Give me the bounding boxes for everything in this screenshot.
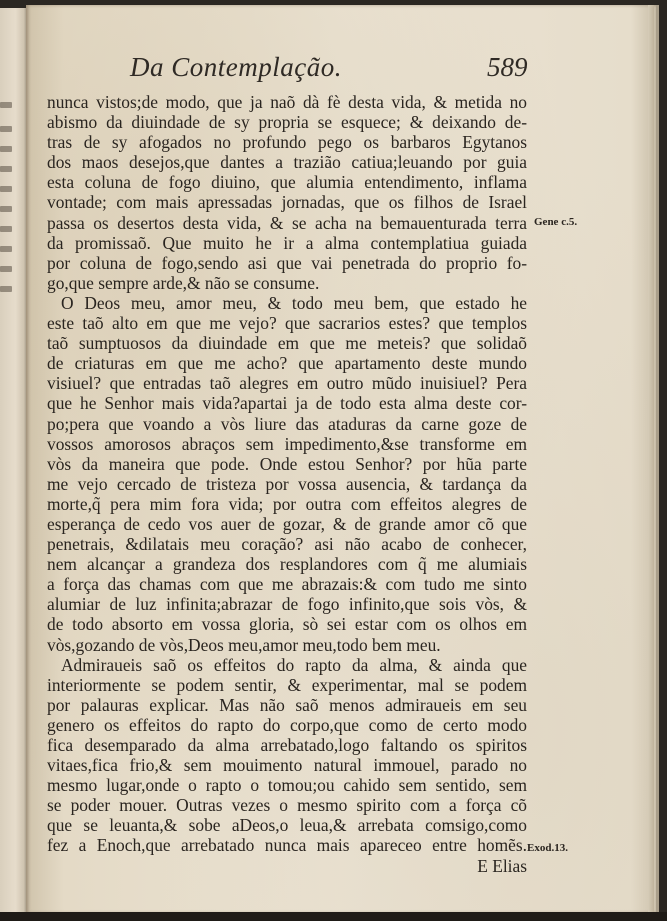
text-line: vossos amorosos abraços sem impedimento,&se transforme em [47, 433, 527, 454]
text-line: dos maos desejos,que dantes a trazião catiua;leuando por guia [47, 152, 527, 173]
text-line: go,que sempre arde,& não se consume. [47, 272, 320, 293]
text-line: a força das chamas com que me abrazais:& com tudo me sinto [47, 574, 527, 595]
background-shadow [0, 912, 667, 921]
text-line: de criaturas em que me acho? que apartamento deste mundo [47, 353, 527, 374]
text-line: penetrais, &dilatais meu coração? asi não acabo de conhecer, [47, 534, 527, 555]
text-line: interiormente se podem sentir, & experimentar, mal se podem [47, 674, 527, 695]
text-line: este taõ alto em que me vejo? que sacrarios estes? que templos [47, 313, 527, 334]
text-line: fez a Enoch,que arrebatado nunca mais apareceo entre homẽs. [47, 835, 527, 856]
text-line: O Deos meu, amor meu, & todo meu bem, que estado he [61, 292, 527, 313]
text-line: abismo da diuindade de sy propria se esquece; & deixando de- [47, 112, 527, 133]
text-line: Admiraueis saõ os effeitos do rapto da alma, & ainda que [61, 654, 527, 675]
text-line: vontade; com mais apressadas jornadas, que os filhos de Israel [47, 192, 527, 213]
running-head: Da Contemplação. [130, 52, 342, 82]
text-line: mesmo lugar,onde o rapto o tomou;ou cahido sem sentido, sem [47, 775, 527, 796]
text-line: alumiar de luz infinita;abrazar de fogo infinito,que sois vòs, & [47, 594, 527, 615]
text-line: de todo absorto em vossa gloria, sò sei estar com os olhos em [47, 614, 527, 635]
text-line: da promissaõ. Que muito he ir a alma contemplatiua guiada [47, 232, 527, 253]
catchword: E Elias [477, 855, 527, 876]
margin-note-genesis: Gene c.5. [534, 216, 578, 228]
text-line: morte,q̃ pera mim fora vida; por outra com effeitos alegres de [47, 493, 527, 514]
text-line: visiuel? que entradas taõ alegres em outro mũdo inuisiuel? Pera [47, 373, 527, 394]
text-line: vitaes,fica frio,& sem mouimento natural immouel, parado no [47, 755, 527, 776]
body-text [47, 92, 527, 876]
text-line: esperança de cedo vos auer de gozar, & de grande amor cõ que [47, 513, 527, 534]
text-line: se poder mouer. Outras vezes o mesmo spirito com a força cõ [47, 795, 527, 816]
text-line: que se leuanta,& sobe aDeos,o leua,& arrebata comsigo,como [47, 815, 527, 836]
text-line: esta coluna de fogo diuino, que alumia entendimento, inflama [47, 172, 527, 193]
text-line: por coluna de fogo,sendo asi que vai penetrada do proprio fo- [47, 252, 527, 273]
text-line: passa os desertos desta vida, & se acha na bemauenturada terra [47, 212, 527, 233]
text-line: nem alcançar a grandeza dos resplandores com q̃ me alumiais [47, 554, 527, 575]
text-line: fica desemparado da alma arrebatado,logo faltando os spiritos [47, 735, 527, 755]
text-line: genero os effeitos do rapto do corpo,que como de certo modo [47, 714, 527, 735]
page-number: 589 [487, 52, 528, 82]
text-line: que he Senhor mais vida?apartai ja de todo esta alma deste cor- [47, 393, 527, 414]
text-line: tras de sy afogados no profundo pego os barbaros Egytanos [47, 132, 527, 153]
text-line: po;pera que voando a vòs liure das ataduras da carne goze de [47, 413, 527, 434]
margin-note-exodus: Exod.13. [527, 842, 568, 854]
text-line: taõ sumptuosos da diuindade em que me meteis? que solidaõ [47, 333, 527, 354]
text-line: me vejo cercado de tristeza por vossa ausencia, & tardança da [47, 473, 527, 494]
text-line: nunca vistos;de modo, que ja naõ dà fè desta vida, & metida no [47, 92, 527, 112]
text-line: vòs,gozando de vòs,Deos meu,amor meu,todo bem meu. [47, 634, 441, 655]
text-line: vòs da maneira que pode. Onde estou Senhor? por hũa parte [47, 453, 527, 474]
page-edge [648, 5, 654, 913]
facing-page-edge [0, 8, 28, 913]
text-line: por palauras explicar. Mas não saõ menos admiraueis em seu [47, 694, 527, 715]
